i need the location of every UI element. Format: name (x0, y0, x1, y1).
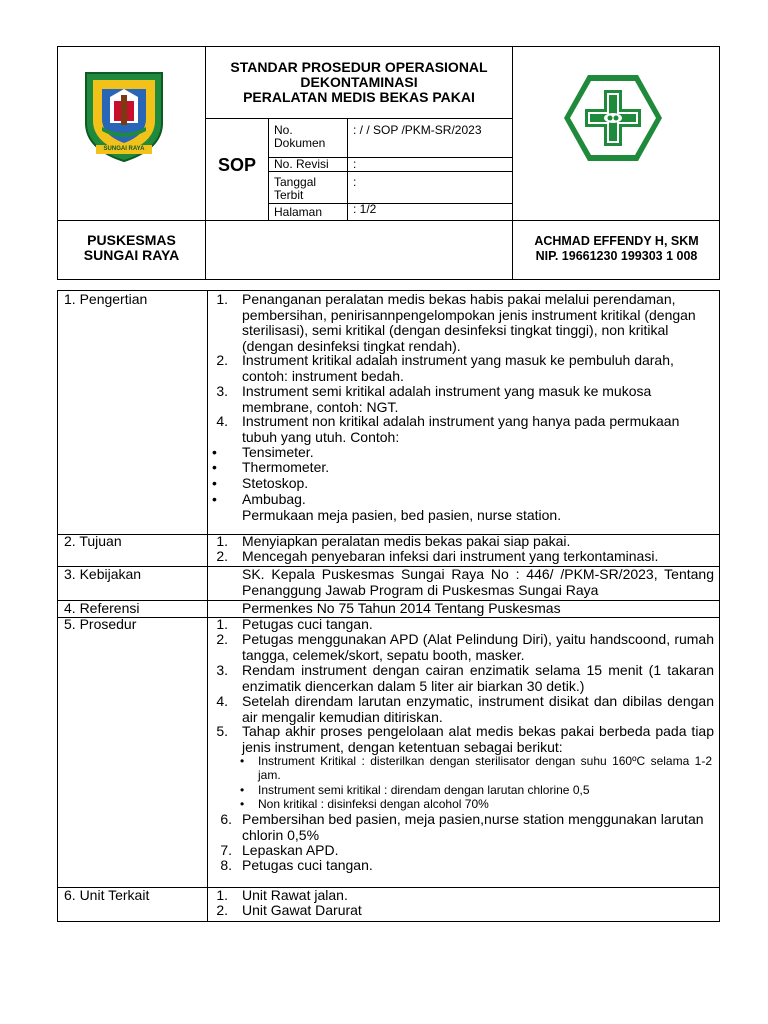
meta-value-no-revisi: : (353, 157, 357, 171)
tujuan-content: 1. Menyiapkan peralatan medis bekas pakai siap pakai. 2. Mencegah penyebaran infeksi dari instrument yang terkontaminasi. (216, 533, 659, 564)
emblem-ribbon: SUNGAI RAYA (96, 145, 152, 154)
meta-label-no-revisi: No. Revisi (274, 157, 329, 171)
signer-name: ACHMAD EFFENDY H, SKM (534, 234, 699, 248)
header-divider-h2 (205, 118, 512, 119)
sop-title (206, 60, 512, 105)
pengertian-tail: Permukaan meja pasien, bed pasien, nurse station. (242, 507, 562, 523)
meta-value-no-dokumen: : / / SOP /PKM-SR/2023 (353, 123, 482, 137)
label-tujuan: 2. Tujuan (64, 533, 122, 549)
meta-label-halaman: Halaman (274, 205, 323, 219)
org-name (58, 233, 205, 263)
meta-value-tanggal: : (353, 175, 357, 189)
pengertian-content: 1. Penanganan peralatan medis bekas habis pakai melalui perendaman, pembersihan, penirisannpengelompokan jenis instrument kritikal (dengan sterilisasi), semi kritikal (dengan desinfeksi tingkat tinggi), non kritikal (dengan desinfeksi tingkat rendah). 2. Instrument kritikal adalah instrument yang masuk ke pembuluh darah, contoh: instrument bedah. 3. Instrument semi kritikal adalah instrument yang masuk ke mukosa membrane, contoh: NGT. 4. Instrument non kritikal adalah instrument yang hanya pada permukaan tubuh yang utuh. Contoh: • Tensimeter. • Thermometer. • Stetoskop. • Ambubag. Permukaan meja pasien, bed pasien, nurse station. (206, 292, 718, 532)
signer-block (513, 234, 720, 264)
title-line-2: DEKONTAMINASI (300, 74, 418, 90)
meta-label-tanggal: Tanggal Terbit (274, 175, 317, 202)
referensi-text: Permenkes No 75 Tahun 2014 Tentang Puskesmas (242, 600, 561, 616)
label-referensi: 4. Referensi (64, 600, 140, 616)
label-pengertian: 1. Pengertian (64, 291, 148, 307)
header-divider-h1 (57, 220, 720, 221)
org-line-1: PUSKESMAS (87, 232, 176, 248)
label-prosedur: 5. Prosedur (64, 616, 137, 632)
meta-value-halaman: : 1/2 (353, 202, 377, 216)
prosedur-content: 1. Petugas cuci tangan. 2. Petugas menggunakan APD (Alat Pelindung Diri), yaitu handscoond, rumah tangga, celemek/skort, sepatu booth, masker. 3. Rendam instrument dengan cairan enzimatik selama 15 menit (1 takaran enzimatik diencerkan dalam 5 liter air biarkan 30 detik.) 4. Setelah direndam larutan enzymatic, instrument disikat dan dibilas dengan air mengalir kemudian ditiriskan. 5. Tahap akhir proses pengelolaan alat medis bekas pakai berbeda pada tiap jenis instrument, dengan ketentuan sebagai berikut: • Instrument Kritikal : disterilkan dengan sterilisator dengan suhu 160ºC selama 1-2 jam. • Instrument semi kritikal : direndam dengan larutan chlorine 0,5 • Non kritikal : disinfeksi dengan alcohol 70% 6. Pembersihan bed pasien, meja pasien,nurse station menggunakan larutan chlorin 0,5% 7. Lepaskan APD. 8. Petugas cuci tangan. (216, 616, 714, 873)
unit-content: 1. Unit Rawat jalan. 2. Unit Gawat Darurat (216, 887, 362, 918)
title-line-1: STANDAR PROSEDUR OPERASIONAL (230, 59, 488, 75)
title-line-3: PERALATAN MEDIS BEKAS PAKAI (243, 89, 475, 105)
meta-divider (347, 118, 348, 220)
label-unit-terkait: 6. Unit Terkait (64, 887, 150, 903)
sop-divider (268, 118, 269, 220)
meta-label-no-dokumen: No. Dokumen (274, 123, 326, 150)
org-line-2: SUNGAI RAYA (83, 247, 180, 263)
regency-emblem (80, 67, 168, 163)
signer-nip: NIP. 19661230 199303 1 008 (535, 249, 698, 263)
label-kebijakan: 3. Kebijakan (64, 566, 142, 582)
meta-row-line (268, 171, 512, 172)
sop-label: SOP (217, 155, 256, 175)
puskesmas-logo (562, 72, 664, 164)
kebijakan-text: SK. Kepala Puskesmas Sungai Raya No : 446/ /PKM-SR/2023, Tentang Penanggung Jawab Program di Puskesmas Sungai Raya (242, 566, 714, 598)
